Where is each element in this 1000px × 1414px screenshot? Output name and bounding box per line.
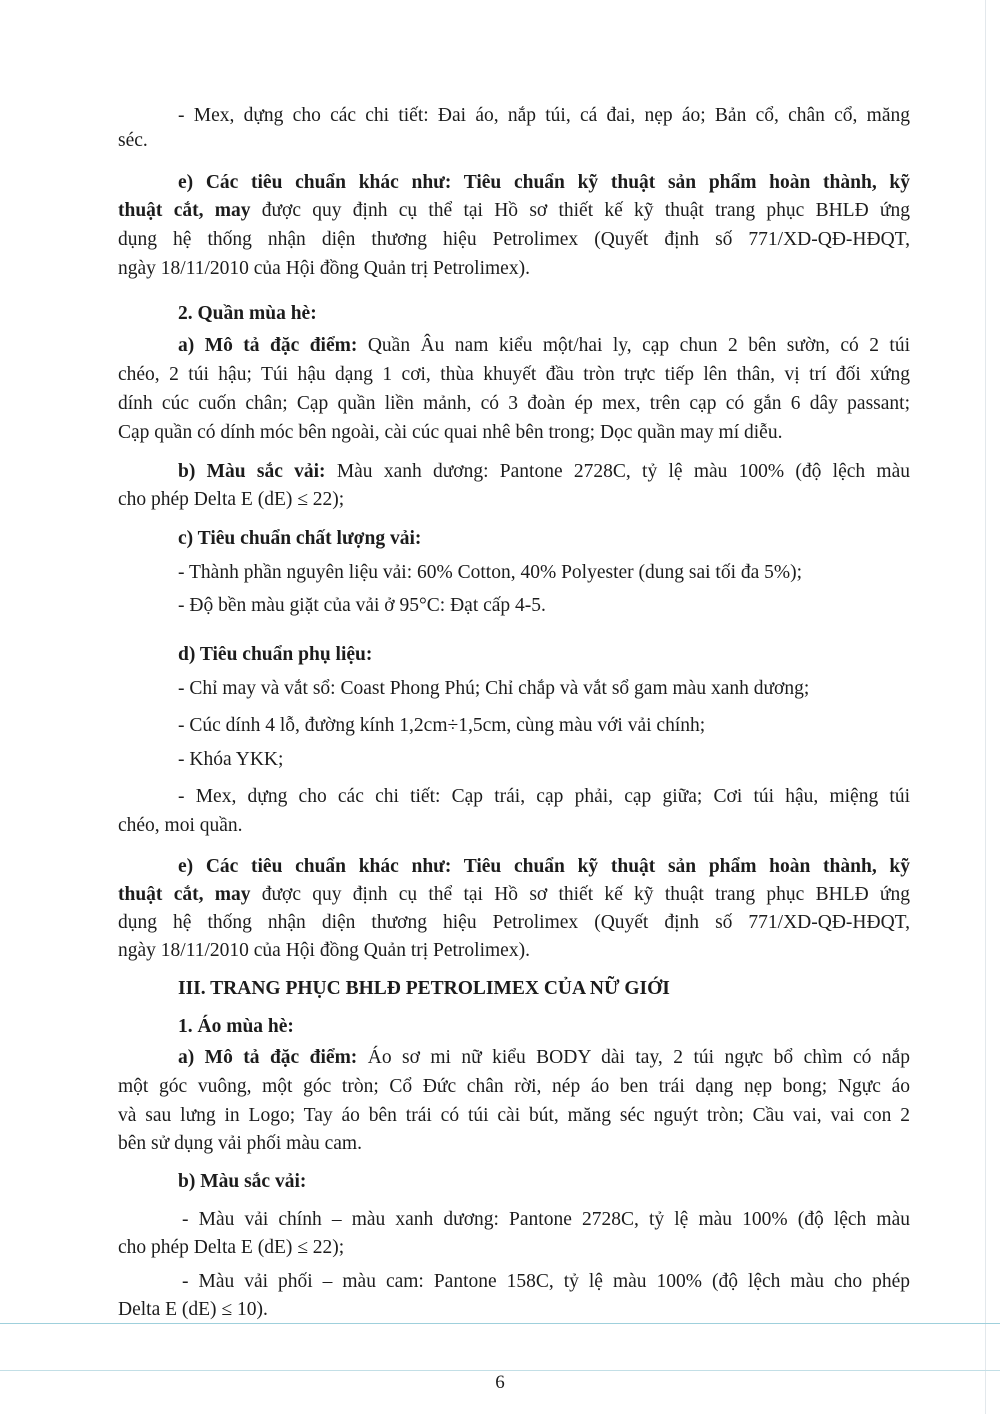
bold-run: b) Màu sắc vải: xyxy=(178,1171,307,1192)
text-line: cho phép Delta E (dE) ≤ 22); xyxy=(118,1237,345,1258)
text-run: được quy định cụ thể tại Hồ sơ thiết kế kỹ thuật trang phục BHLĐ ứng xyxy=(250,884,910,905)
text-line xyxy=(178,1046,910,1070)
bold-run: 1. Áo mùa hè: xyxy=(178,1016,294,1037)
section-heading xyxy=(178,1170,910,1194)
text-line xyxy=(178,460,910,484)
text-line: dụng hệ thống nhận diện thương hiệu Petrolimex (Quyết định số 771/XD-QĐ-HĐQT, xyxy=(118,912,910,933)
footer-rule xyxy=(0,1370,1000,1371)
bold-run: d) Tiêu chuẩn phụ liệu: xyxy=(178,644,373,665)
bold-run: c) Tiêu chuẩn chất lượng vải: xyxy=(178,528,422,549)
bold-run: thuật cắt, may xyxy=(118,884,251,905)
text-run: được quy định cụ thể tại Hồ sơ thiết kế kỹ thuật trang phục BHLĐ ứng xyxy=(250,200,910,221)
bold-run: e) Các tiêu chuẩn khác như: Tiêu chuẩn kỹ thuật sản phẩm hoàn thành, kỹ xyxy=(178,856,910,877)
chapter-heading xyxy=(178,977,910,1001)
text-line: - Mex, dựng cho các chi tiết: Cạp trái, cạp phải, cạp giữa; Cơi túi hậu, miệng túi xyxy=(178,786,910,807)
text-line: - Cúc dính 4 lỗ, đường kính 1,2cm÷1,5cm, cùng màu với vải chính; xyxy=(178,715,706,736)
text-run: Màu xanh dương: Pantone 2728C, tỷ lệ màu 100% (độ lệch màu xyxy=(325,461,910,482)
text-line: - Chỉ may và vắt sổ: Coast Phong Phú; Chỉ chắp và vắt sổ gam màu xanh dương; xyxy=(178,678,810,699)
text-line xyxy=(178,334,910,358)
page-number: 6 xyxy=(495,1372,505,1393)
text-line: - Độ bền màu giặt của vải ở 95°C: Đạt cấp 4-5. xyxy=(178,595,546,616)
text-line: Delta E (dE) ≤ 10). xyxy=(118,1299,268,1320)
text-line: ngày 18/11/2010 của Hội đồng Quản trị Petrolimex). xyxy=(118,258,530,279)
bold-run: b) Màu sắc vải: xyxy=(178,461,326,482)
text-line: chéo, 2 túi hậu; Túi hậu dạng 1 cơi, thùa khuyết đầu tròn trực tiếp lên thân, vị trí đối xứng xyxy=(118,364,910,385)
text-line: - Khóa YKK; xyxy=(178,749,284,770)
bold-run: thuật cắt, may xyxy=(118,200,251,221)
text-line: - Màu vải chính – màu xanh dương: Pantone 2728C, tỷ lệ màu 100% (độ lệch màu xyxy=(182,1209,910,1230)
text-line: - Màu vải phối – màu cam: Pantone 158C, tỷ lệ màu 100% (độ lệch màu cho phép xyxy=(182,1271,910,1292)
text-line: bên sử dụng vải phối màu cam. xyxy=(118,1133,362,1154)
bold-run: a) Mô tả đặc điểm: xyxy=(178,1047,358,1068)
text-line xyxy=(178,171,910,195)
text-line: - Thành phần nguyên liệu vải: 60% Cotton, 40% Polyester (dung sai tối đa 5%); xyxy=(178,562,803,583)
text-line: dụng hệ thống nhận diện thương hiệu Petrolimex (Quyết định số 771/XD-QĐ-HĐQT, xyxy=(118,229,910,250)
text-line: và sau lưng in Logo; Tay áo bên trái có túi cài bút, măng séc nguýt tròn; Cầu vai, vai con 2 xyxy=(118,1105,910,1126)
text-line: - Mex, dựng cho các chi tiết: Đai áo, nắp túi, cá đai, nẹp áo; Bản cổ, chân cổ, măng xyxy=(178,105,910,126)
bold-run: 2. Quần mùa hè: xyxy=(178,303,317,324)
text-line: cho phép Delta E (dE) ≤ 22); xyxy=(118,489,345,510)
text-line: séc. xyxy=(118,130,148,151)
section-heading xyxy=(178,527,910,551)
scan-edge xyxy=(985,0,986,1414)
bold-run: a) Mô tả đặc điểm: xyxy=(178,335,358,356)
section-heading xyxy=(178,1015,910,1039)
text-line: một góc vuông, một góc tròn; Cổ Đức chân rời, nép áo ben trái dạng nẹp bong; Ngực áo xyxy=(118,1076,910,1097)
text-line: Cạp quần có dính móc bên ngoài, cài cúc quai nhê bên trong; Dọc quần may mí diễu. xyxy=(118,422,783,443)
text-line: ngày 18/11/2010 của Hội đồng Quản trị Petrolimex). xyxy=(118,940,530,961)
text-line xyxy=(118,883,910,907)
text-run: Áo sơ mi nữ kiểu BODY dài tay, 2 túi ngực bổ chìm có nắp xyxy=(357,1047,910,1068)
text-run: Quần Âu nam kiểu một/hai ly, cạp chun 2 bên sườn, có 2 túi xyxy=(357,335,910,356)
text-line xyxy=(118,199,910,223)
text-line xyxy=(178,855,910,879)
text-line: chéo, moi quần. xyxy=(118,815,243,836)
bold-run: III. TRANG PHỤC BHLĐ PETROLIMEX CỦA NỮ GIỚI xyxy=(178,978,670,999)
text-line: dính cúc cuốn chân; Cạp quần liền mảnh, có 3 đoàn ép mex, trên cạp có gắn 6 dây passant; xyxy=(118,393,910,414)
section-heading xyxy=(178,643,910,667)
footer-rule xyxy=(0,1323,1000,1324)
bold-run: e) Các tiêu chuẩn khác như: Tiêu chuẩn kỹ thuật sản phẩm hoàn thành, kỹ xyxy=(178,172,910,193)
section-heading xyxy=(178,302,910,326)
